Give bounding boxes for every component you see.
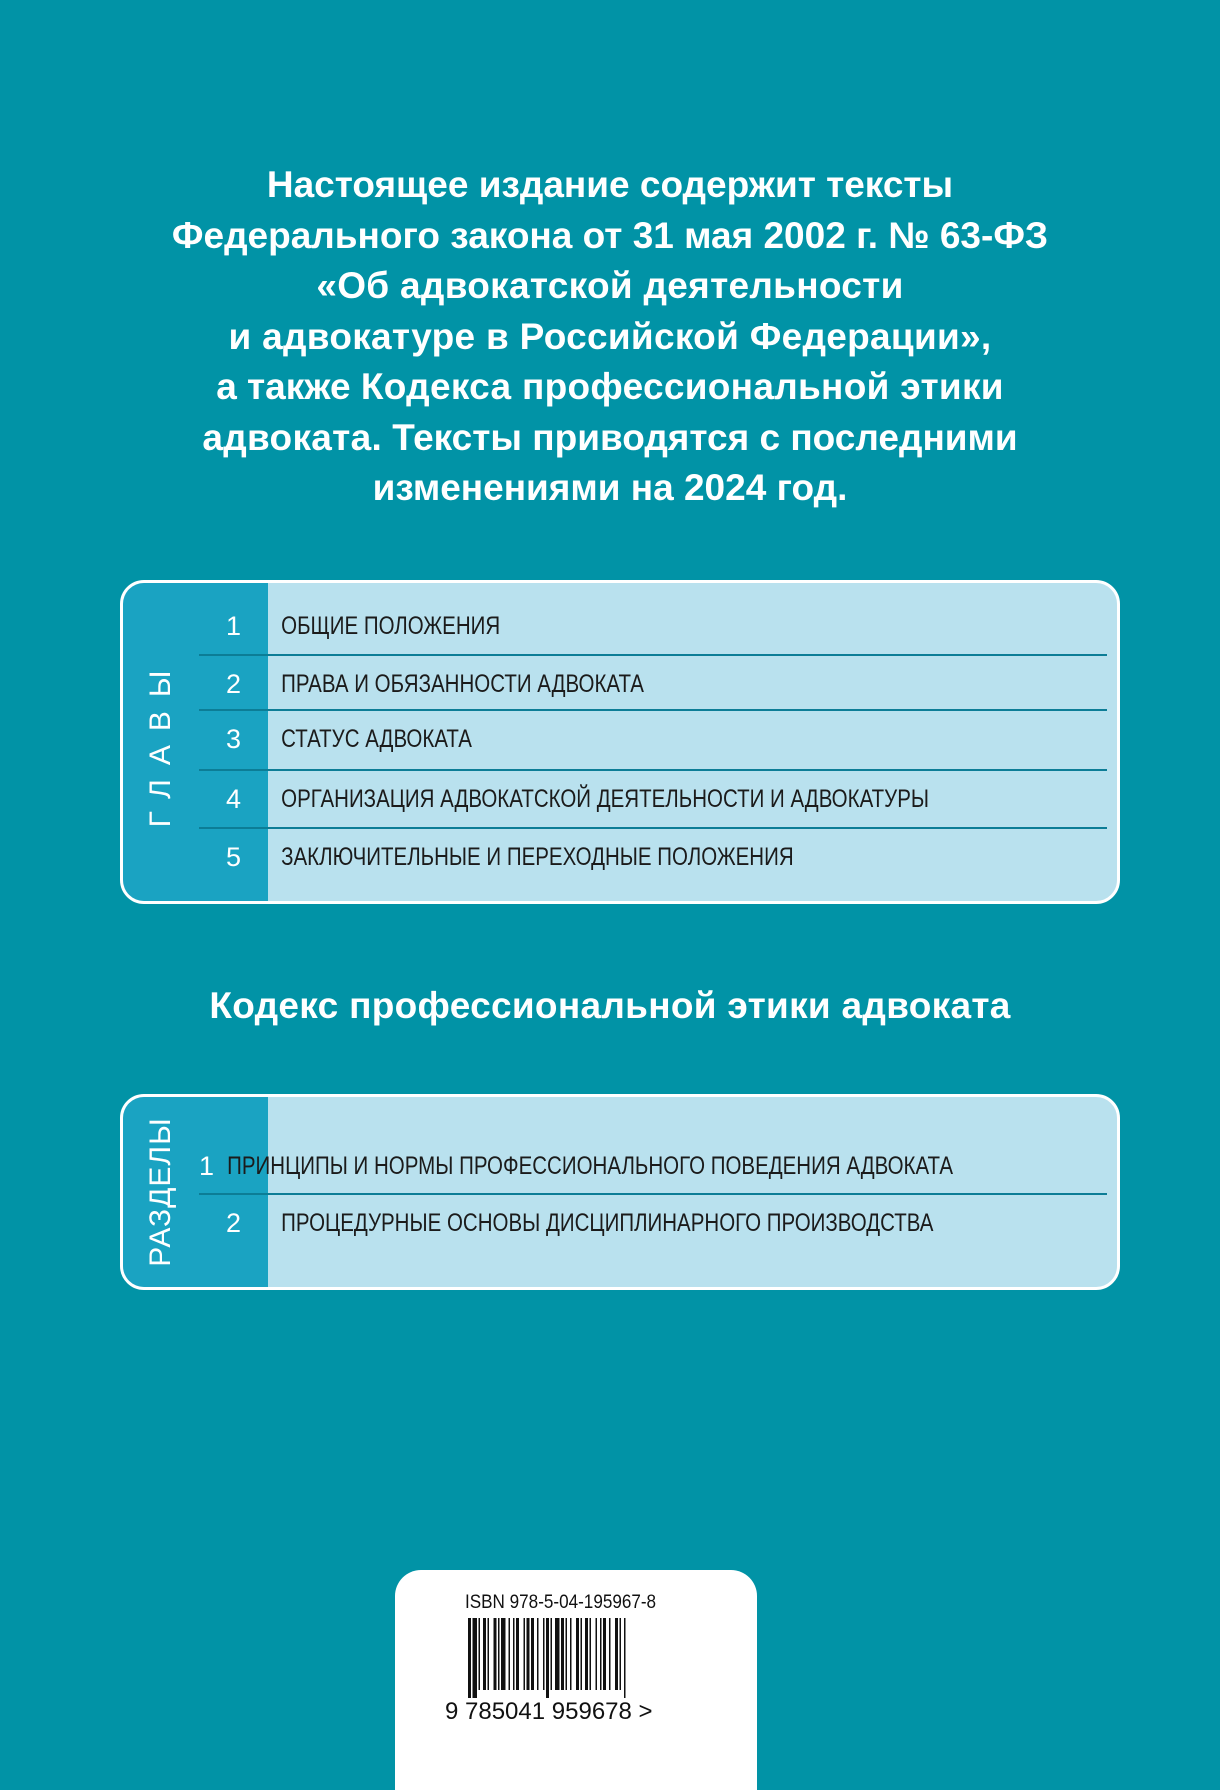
barcode-bar <box>488 1618 490 1690</box>
section-row-2 <box>199 1195 1107 1251</box>
chapters-side-column <box>123 583 200 901</box>
chapter-number: 1 <box>225 610 242 641</box>
barcode-bar <box>561 1618 564 1690</box>
chapter-number: 3 <box>225 723 242 754</box>
barcode-bar <box>576 1618 579 1690</box>
section-title: ПРИНЦИПЫ И НОРМЫ ПРОФЕССИОНАЛЬНОГО ПОВЕДЕНИЯ АДВОКАТА <box>227 1151 954 1180</box>
section-title: ПРОЦЕДУРНЫЕ ОСНОВЫ ДИСЦИПЛИНАРНОГО ПРОИЗВОДСТВА <box>281 1208 934 1237</box>
isbn-label: ISBN 978-5-04-195967-8 <box>465 1592 657 1613</box>
chapter-number: 4 <box>225 783 242 814</box>
chapter-number: 2 <box>225 668 242 699</box>
barcode-bar <box>483 1618 486 1690</box>
barcode-bar <box>624 1618 626 1698</box>
barcode-bar <box>615 1618 618 1690</box>
intro-line-3: «Об адвокатской деятельности <box>316 265 904 306</box>
chapters-panel <box>120 580 1120 904</box>
barcode-bar <box>620 1618 622 1690</box>
intro-line-6 <box>80 413 1140 464</box>
barcode-bar <box>546 1618 549 1698</box>
intro-line-6-bold: адвоката. <box>202 416 383 458</box>
barcode-bar <box>609 1618 611 1690</box>
intro-line-4: и адвокатуре в Российской Федерации», <box>228 315 992 357</box>
code-heading: Кодекс профессиональной этики адвоката <box>209 985 1011 1026</box>
barcode-bar <box>468 1618 471 1698</box>
sections-panel <box>120 1094 1120 1290</box>
intro-line-5-prefix: а также <box>216 366 361 407</box>
barcode-bar <box>479 1618 481 1690</box>
barcode-bar <box>473 1618 478 1698</box>
barcode-bar <box>537 1618 539 1690</box>
barcode-bar <box>596 1618 598 1690</box>
barcode-bar <box>494 1618 497 1690</box>
barcode-bar <box>600 1618 602 1690</box>
barcode-bar <box>513 1618 515 1690</box>
barcode-bar <box>527 1618 530 1690</box>
chapter-title: СТАТУС АДВОКАТА <box>281 724 472 753</box>
barcode-bar <box>603 1618 606 1690</box>
intro-line-7: изменениями на 2024 год. <box>372 467 848 508</box>
chapter-row-4 <box>199 771 1107 827</box>
chapter-number: 5 <box>225 841 242 872</box>
barcode-bar <box>531 1618 534 1690</box>
isbn-digits: 9 785041 959678 > <box>445 1698 653 1725</box>
section-number: 2 <box>225 1207 242 1238</box>
chapter-row-2 <box>199 656 1107 712</box>
intro-line-6-rest: Тексты приводятся с последними <box>382 416 1018 458</box>
sections-side-column <box>123 1097 200 1287</box>
intro-line-5-bold: Кодекса профессиональной этики <box>360 366 1004 407</box>
barcode-bar <box>566 1618 568 1690</box>
isbn-card <box>395 1570 757 1790</box>
intro-text <box>80 160 1140 514</box>
barcode-bar <box>581 1618 583 1690</box>
barcode-bar <box>585 1618 588 1690</box>
sections-side-label: РАЗДЕЛЫ <box>144 1117 177 1267</box>
barcode <box>395 1618 757 1698</box>
barcode-bar <box>555 1618 560 1690</box>
barcode-bar <box>543 1618 545 1690</box>
chapter-row-3 <box>199 711 1107 767</box>
chapter-row-1 <box>199 598 1107 654</box>
chapter-title: ОРГАНИЗАЦИЯ АДВОКАТСКОЙ ДЕЯТЕЛЬНОСТИ И АДВОКАТУРЫ <box>281 784 930 813</box>
chapter-row-5 <box>199 829 1107 885</box>
intro-line-2: Федерального закона от 31 мая 2002 г. № 63-ФЗ <box>171 214 1049 256</box>
chapter-title: ЗАКЛЮЧИТЕЛЬНЫЕ И ПЕРЕХОДНЫЕ ПОЛОЖЕНИЯ <box>281 842 794 871</box>
barcode-bar <box>516 1618 519 1690</box>
section-row-1 <box>199 1138 1107 1194</box>
barcode-bar <box>551 1618 553 1690</box>
barcode-bar <box>498 1618 500 1690</box>
chapters-side-label: ГЛАВЫ <box>144 656 177 828</box>
barcode-bar <box>570 1618 572 1690</box>
barcode-bar <box>509 1618 511 1690</box>
chapter-title: ПРАВА И ОБЯЗАННОСТИ АДВОКАТА <box>281 669 644 698</box>
intro-line-1: Настоящее издание содержит тексты <box>266 164 954 205</box>
chapter-title: ОБЩИЕ ПОЛОЖЕНИЯ <box>281 611 501 640</box>
section-number: 1 <box>199 1150 215 1181</box>
intro-line-5 <box>80 362 1140 413</box>
barcode-bar <box>524 1618 526 1690</box>
barcode-bar <box>590 1618 592 1690</box>
barcode-bar <box>501 1618 506 1690</box>
